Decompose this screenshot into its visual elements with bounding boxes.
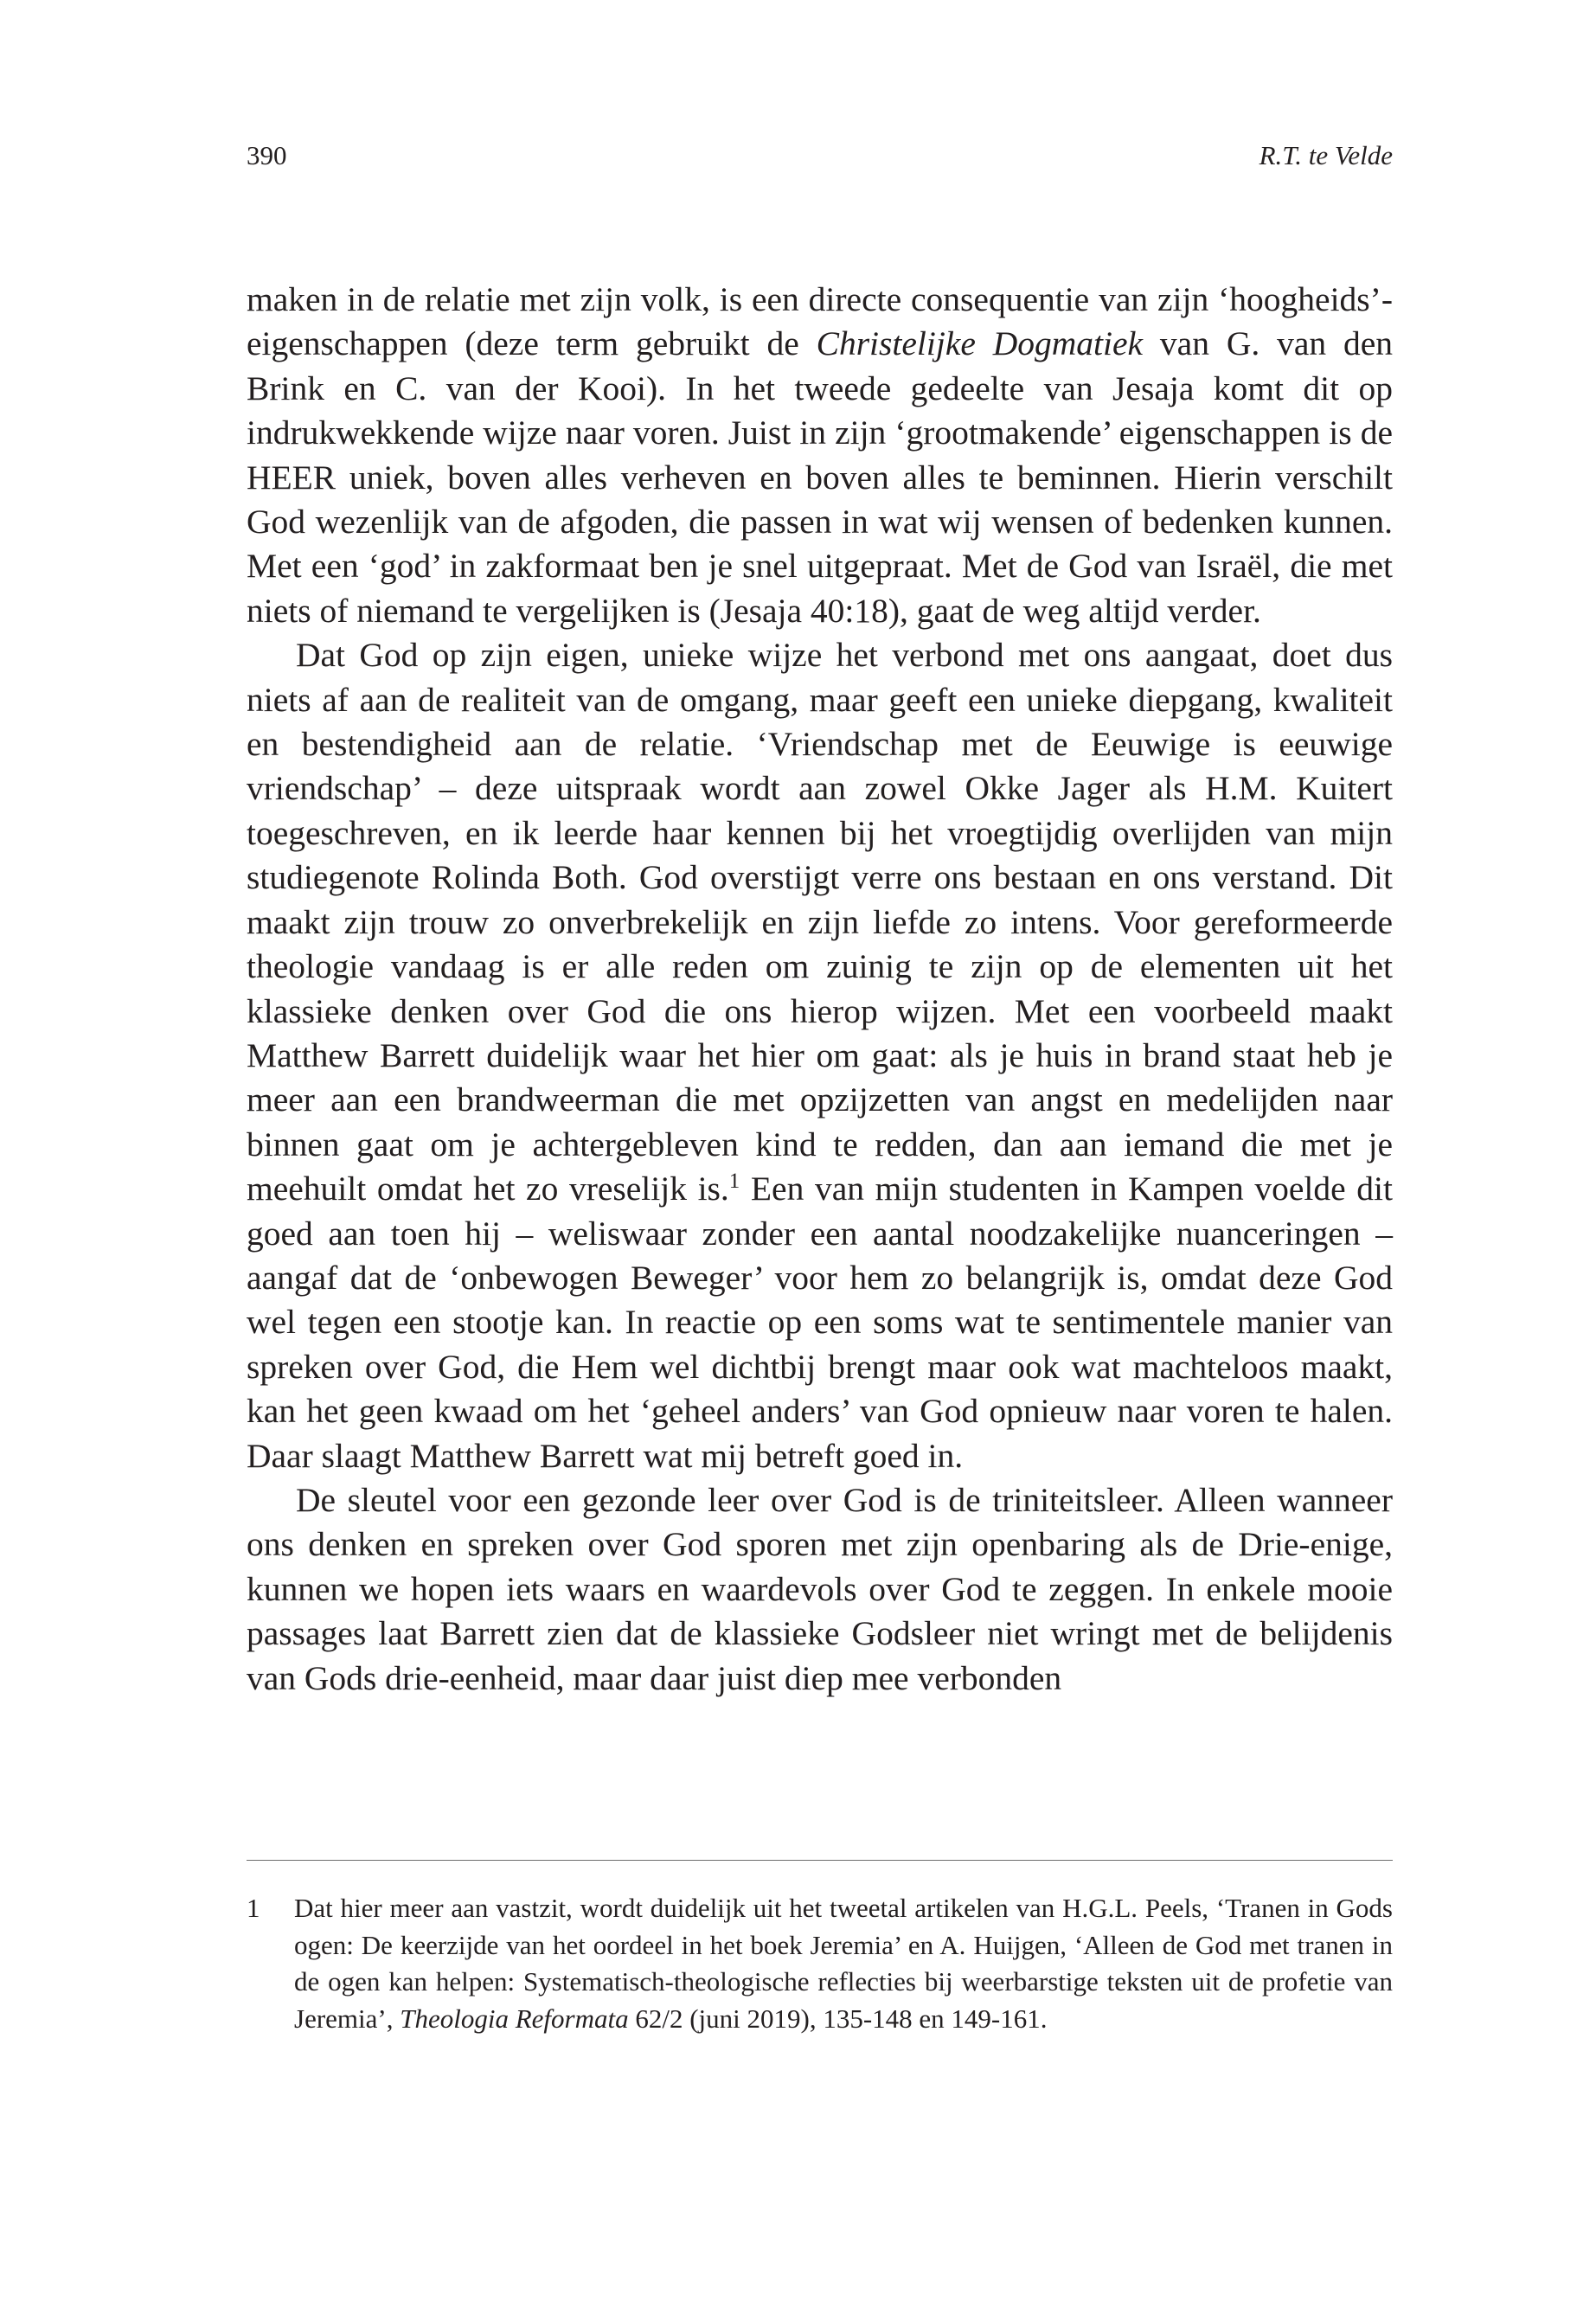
page-number: 390: [247, 140, 287, 170]
paragraph-2: [247, 633, 1393, 1478]
footnote: [247, 1890, 1393, 2037]
footnote-divider: [247, 1860, 1393, 1861]
paragraph-1-text-b: van G. van den Brink en C. van der Kooi). In het tweede gedeelte van Jesaja komt dit op indrukwekkende wijze naar voren. Juist in zijn ‘grootmakende’ eigenschappen is de HEER uniek, boven alles verheven en boven alles te beminnen. Hierin verschilt God wezenlijk van de afgoden, die passen in wat wij wensen of bedenken kunnen. Met een ‘god’ in zakformaat ben je snel uitgepraat. Met de God van Israël, die met niets of niemand te vergelijken is (Jesaja 40:18), gaat de weg altijd verder.: [247, 324, 1393, 630]
paragraph-3-text: De sleutel voor een gezonde leer over God is de triniteitsleer. Alleen wanneer ons denken en spreken over God sporen met zijn openbaring als de Drie-enige, kunnen we hopen iets waars en waardevols over God te zeggen. In enkele mooie passages laat Barrett zien dat de klassieke Godsleer niet wringt met de belijdenis van Gods drie-eenheid, maar daar juist diep mee verbonden: [247, 1480, 1393, 1697]
running-head-author: R.T. te Velde: [1259, 140, 1393, 170]
footnote-text-a: Dat hier meer aan vastzit, wordt duidelijk uit het tweetal artikelen van H.G.L. Peels, ‘Tranen in Gods ogen: De keerzijde van het oordeel in het boek Jeremia’ en A. Huijgen, ‘Alleen de God met tranen in de ogen kan helpen: Systematisch-theologische reflecties bij weerbarstige teksten uit de profetie van Jeremia’,: [294, 1893, 1393, 2034]
paragraph-1: [247, 278, 1393, 633]
paragraph-1-text-a: maken in de relatie met zijn volk, is een directe consequentie van zijn ‘hoogheids’-eigenschappen (deze term gebruikt de: [247, 280, 1393, 363]
footnote-number: 1: [247, 1893, 260, 1923]
paragraph-2-text-b: Een van mijn studenten in Kampen voelde dit goed aan toen hij – weliswaar zonder een aantal noodzakelijke nuanceringen – aangaf dat de ‘onbewogen Beweger’ voor hem zo belangrijk is, omdat deze God wel tegen een stootje kan. In reactie op een soms wat te sentimentele manier van spreken over God, die Hem wel dichtbij brengt maar ook wat machteloos maakt, kan het geen kwaad om het ‘geheel anders’ van God opnieuw naar voren te halen. Daar slaagt Matthew Barrett wat mij betreft goed in.: [247, 1170, 1393, 1475]
footnote-text: [294, 1890, 1393, 2037]
body-text: [247, 278, 1393, 1701]
paragraph-3: [247, 1478, 1393, 1701]
paragraph-1-book-title: Christelijke Dogmatiek: [816, 324, 1144, 363]
paragraph-2-text-a: Dat God op zijn eigen, unieke wijze het verbond met ons aangaat, doet dus niets af aan de realiteit van de omgang, maar geeft een unieke diepgang, kwaliteit en bestendigheid aan de relatie. ‘Vriendschap met de Eeuwige is eeuwige vriendschap’ – deze uitspraak wordt aan zowel Okke Jager als H.M. Kuitert toegeschreven, en ik leerde haar kennen bij het vroegtijdig overlijden van mijn studiegenote Rolinda Both. God overstijgt verre ons bestaan en ons verstand. Dit maakt zijn trouw zo onverbrekelijk en zijn liefde zo intens. Voor gereformeerde theologie vandaag is er alle reden om zuinig te zijn op de elementen uit het klassieke denken over God die ons hierop wijzen. Met een voorbeeld maakt Matthew Barrett duidelijk waar het hier om gaat: als je huis in brand staat heb je meer aan een brandweerman die met opzijzetten van angst en medelijden naar binnen gaat om je achtergebleven kind te redden, dan aan iemand die met je meehuilt omdat het zo vreselijk is.: [247, 636, 1393, 1208]
footnote-journal-title: Theologia Reformata: [400, 2003, 629, 2034]
footnote-text-b: 62/2 (juni 2019), 135-148 en 149-161.: [628, 2003, 1048, 2034]
footnote-reference[interactable]: 1: [728, 1169, 740, 1193]
page-header: [247, 138, 1393, 173]
